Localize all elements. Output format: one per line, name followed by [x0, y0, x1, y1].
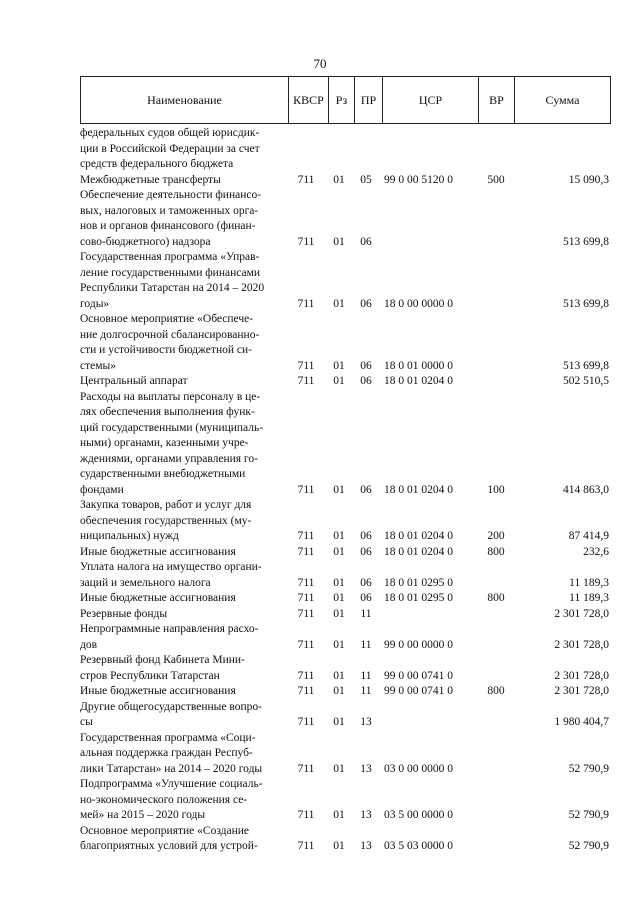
row-name	[80, 591, 286, 607]
table-row	[80, 607, 611, 623]
row-name	[80, 545, 286, 561]
cell-rz: 01	[333, 545, 345, 558]
cell-pr: 13	[360, 762, 372, 775]
cell-pr: 06	[360, 545, 372, 558]
row-name-line: Закупка товаров, работ и услуг для	[80, 499, 252, 511]
cell-vr: 800	[487, 592, 505, 604]
cell-rz: 01	[333, 375, 345, 387]
row-name	[80, 374, 286, 390]
row-name-line: сово-бюджетного) надзора	[80, 235, 211, 248]
cell-vr: 500	[487, 173, 505, 186]
row-name-line: вых, налоговых и таможенных орга-	[80, 204, 259, 217]
cell-rz: 01	[333, 173, 345, 186]
cell-kvsr: 711	[297, 809, 315, 821]
cell-kvsr: 711	[297, 840, 315, 852]
cell-vr: 200	[487, 530, 505, 542]
row-name	[80, 824, 286, 855]
row-name-line: годы»	[80, 297, 110, 310]
row-name-line: стемы»	[80, 359, 116, 372]
cell-sum: 2 301 728,0	[554, 607, 609, 620]
row-name-line: ниципальных) нужд	[80, 530, 179, 542]
cell-pr: 06	[360, 297, 372, 310]
row-name-line: ции в Российской Федерации за счет	[80, 142, 260, 155]
cell-rz: 01	[333, 607, 345, 620]
cell-kvsr: 711	[297, 685, 315, 697]
cell-sum: 502 510,5	[563, 375, 609, 387]
header-pr: ПР	[355, 77, 383, 123]
row-name	[80, 731, 286, 778]
cell-rz: 01	[333, 669, 345, 682]
row-name-line: обеспечения государственных (му-	[80, 514, 252, 527]
table-row	[80, 653, 611, 684]
cell-rz: 01	[333, 840, 345, 852]
cell-csr: 03 5 00 0000 0	[384, 809, 453, 821]
row-name-line: Подпрограмма «Улучшение социаль-	[80, 778, 263, 790]
row-name-line: Основное мероприятие «Создание	[80, 824, 250, 837]
row-name	[80, 312, 286, 374]
table-row	[80, 498, 611, 545]
cell-rz: 01	[333, 359, 345, 372]
cell-pr: 06	[360, 359, 372, 372]
cell-kvsr: 711	[297, 592, 315, 604]
table-row	[80, 390, 611, 499]
table-row	[80, 126, 611, 173]
table-header	[80, 76, 611, 124]
cell-csr: 18 0 01 0295 0	[384, 592, 453, 604]
cell-pr: 11	[360, 685, 372, 697]
table-row	[80, 591, 611, 607]
row-name-line: нов и органов финансового (финан-	[80, 220, 256, 232]
row-name-line: ние долгосрочной сбалансированно-	[80, 328, 260, 341]
row-name-line: Непрограммные направления расхо-	[80, 623, 259, 635]
row-name-line: Расходы на выплаты персоналу в це-	[80, 390, 261, 403]
table-row	[80, 545, 611, 561]
cell-csr: 99 0 00 0741 0	[384, 685, 453, 697]
row-name-line: лях обеспечения выполнения функ-	[80, 406, 255, 418]
row-name	[80, 777, 286, 824]
cell-csr: 03 0 00 0000 0	[384, 762, 453, 775]
row-name	[80, 498, 286, 545]
table-row	[80, 700, 611, 731]
cell-rz: 01	[333, 530, 345, 542]
cell-sum: 2 301 728,0	[554, 638, 609, 651]
cell-vr: 800	[487, 685, 505, 697]
row-name-line: Республики Татарстан на 2014 – 2020	[80, 282, 265, 294]
row-name-line: Иные бюджетные ассигнования	[80, 545, 236, 558]
cell-pr: 11	[360, 638, 372, 651]
row-name-line: Основное мероприятие «Обеспече-	[80, 313, 254, 325]
cell-pr: 06	[360, 592, 372, 604]
row-name	[80, 607, 286, 623]
cell-kvsr: 711	[297, 638, 315, 651]
cell-csr: 99 0 00 0741 0	[384, 669, 453, 682]
row-name-line: федеральных судов общей юрисдик-	[80, 127, 260, 139]
table-row	[80, 560, 611, 591]
cell-kvsr: 711	[297, 483, 315, 496]
cell-sum: 52 790,9	[568, 840, 609, 852]
cell-pr: 13	[360, 840, 372, 852]
header-sum: Сумма	[545, 92, 580, 107]
cell-sum: 11 189,3	[569, 576, 609, 589]
cell-kvsr: 711	[297, 607, 315, 620]
row-name-line: Государственная программа «Соци-	[80, 731, 256, 744]
row-name-line: Иные бюджетные ассигнования	[80, 685, 236, 697]
cell-sum: 2 301 728,0	[554, 685, 609, 697]
row-name	[80, 173, 286, 189]
header-vr: ВР	[479, 77, 515, 123]
row-name-line: Межбюджетные трансферты	[80, 173, 221, 186]
cell-sum: 1 980 404,7	[554, 716, 609, 728]
cell-kvsr: 711	[297, 235, 315, 248]
cell-pr: 11	[360, 669, 372, 682]
cell-pr: 06	[360, 235, 372, 248]
table-row	[80, 824, 611, 855]
row-name	[80, 560, 286, 591]
cell-pr: 06	[360, 576, 372, 589]
cell-rz: 01	[333, 297, 345, 310]
row-name-line: лики Татарстан» на 2014 – 2020 годы	[80, 762, 263, 775]
cell-csr: 99 0 00 0000 0	[384, 638, 453, 651]
row-name-line: альная поддержка граждан Респуб-	[80, 747, 253, 759]
cell-sum: 513 699,8	[563, 359, 609, 372]
cell-pr: 13	[360, 716, 372, 728]
cell-rz: 01	[333, 638, 345, 651]
cell-csr: 18 0 00 0000 0	[384, 297, 453, 310]
row-name	[80, 250, 286, 312]
cell-vr: 800	[487, 545, 505, 558]
row-name-line: средств федерального бюджета	[80, 158, 234, 170]
table-row	[80, 312, 611, 374]
cell-rz: 01	[333, 235, 345, 248]
cell-sum: 513 699,8	[563, 297, 609, 310]
row-name	[80, 653, 286, 684]
header-rz: Рз	[329, 77, 355, 123]
cell-kvsr: 711	[297, 669, 315, 682]
cell-rz: 01	[333, 685, 345, 697]
cell-csr: 18 0 01 0204 0	[384, 545, 453, 558]
cell-csr: 18 0 01 0204 0	[384, 530, 453, 542]
cell-rz: 01	[333, 483, 345, 496]
cell-csr: 18 0 01 0295 0	[384, 576, 453, 589]
table-row	[80, 731, 611, 778]
table-row	[80, 622, 611, 653]
row-name-line: фондами	[80, 483, 124, 496]
cell-pr: 06	[360, 375, 372, 387]
table-body	[80, 126, 611, 855]
cell-pr: 11	[360, 607, 372, 620]
row-name	[80, 390, 286, 499]
cell-sum: 15 090,3	[568, 173, 609, 186]
row-name	[80, 622, 286, 653]
cell-csr: 18 0 01 0204 0	[384, 375, 453, 387]
row-name-line: Уплата налога на имущество органи-	[80, 561, 262, 573]
row-name-line: мей» на 2015 – 2020 годы	[80, 809, 206, 821]
cell-kvsr: 711	[297, 545, 315, 558]
cell-pr: 05	[360, 173, 372, 186]
row-name-line: заций и земельного налога	[80, 576, 211, 589]
cell-rz: 01	[333, 716, 345, 728]
cell-kvsr: 711	[297, 359, 315, 372]
cell-sum: 414 863,0	[563, 483, 609, 496]
row-name	[80, 126, 286, 173]
cell-kvsr: 711	[297, 530, 315, 542]
cell-kvsr: 711	[297, 716, 315, 728]
cell-sum: 87 414,9	[568, 530, 609, 542]
cell-sum: 513 699,8	[563, 235, 609, 248]
cell-csr: 99 0 00 5120 0	[384, 173, 453, 186]
cell-rz: 01	[333, 592, 345, 604]
header-kvsr: КВСР	[289, 77, 329, 123]
cell-rz: 01	[333, 576, 345, 589]
table-row	[80, 250, 611, 312]
row-name-line: но-экономического положения се-	[80, 793, 248, 806]
row-name-line: Обеспечение деятельности финансо-	[80, 189, 262, 201]
table-row	[80, 684, 611, 700]
cell-csr: 18 0 01 0204 0	[384, 483, 453, 496]
row-name-line: сы	[80, 716, 93, 728]
cell-kvsr: 711	[297, 173, 315, 186]
cell-rz: 01	[333, 762, 345, 775]
row-name	[80, 188, 286, 250]
cell-csr: 03 5 03 0000 0	[384, 840, 453, 852]
cell-kvsr: 711	[297, 297, 315, 310]
row-name-line: ными) органами, казенными учре-	[80, 437, 249, 449]
cell-sum: 2 301 728,0	[554, 669, 609, 682]
table-row	[80, 777, 611, 824]
row-name-line: Другие общегосударственные вопро-	[80, 700, 262, 713]
row-name-line: ждениями, органами управления го-	[80, 452, 258, 465]
row-name-line: благоприятных условий для устрой-	[80, 840, 258, 852]
row-name-line: стров Республики Татарстан	[80, 669, 220, 682]
row-name	[80, 684, 286, 700]
row-name-line: Центральный аппарат	[80, 375, 188, 387]
row-name-line: Иные бюджетные ассигнования	[80, 592, 236, 604]
row-name-line: Резервный фонд Кабинета Мини-	[80, 654, 245, 666]
row-name-line: ление государственными финансами	[80, 266, 261, 279]
cell-vr: 100	[487, 483, 505, 496]
header-name: Наименование	[81, 77, 289, 123]
row-name-line: сударственными внебюджетными	[80, 468, 246, 480]
table-row	[80, 173, 611, 189]
cell-pr: 13	[360, 809, 372, 821]
cell-kvsr: 711	[297, 375, 315, 387]
row-name	[80, 700, 286, 731]
page-number: 70	[313, 56, 327, 71]
cell-kvsr: 711	[297, 762, 315, 775]
row-name-line: ций государственными (муниципаль-	[80, 421, 264, 434]
row-name-line: Государственная программа «Управ-	[80, 251, 260, 263]
cell-sum: 52 790,9	[568, 809, 609, 821]
row-name-line: Резервные фонды	[80, 607, 168, 620]
cell-sum: 52 790,9	[568, 762, 609, 775]
table-row	[80, 374, 611, 390]
header-csr: ЦСР	[383, 77, 479, 123]
cell-sum: 11 189,3	[569, 592, 609, 604]
row-name-line: сти и устойчивости бюджетной си-	[80, 344, 252, 356]
row-name-line: дов	[80, 638, 98, 651]
cell-pr: 06	[360, 483, 372, 496]
cell-csr: 18 0 01 0000 0	[384, 359, 453, 372]
cell-sum: 232,6	[583, 545, 609, 558]
table-row	[80, 188, 611, 250]
cell-rz: 01	[333, 809, 345, 821]
cell-kvsr: 711	[297, 576, 315, 589]
cell-pr: 06	[360, 530, 372, 542]
